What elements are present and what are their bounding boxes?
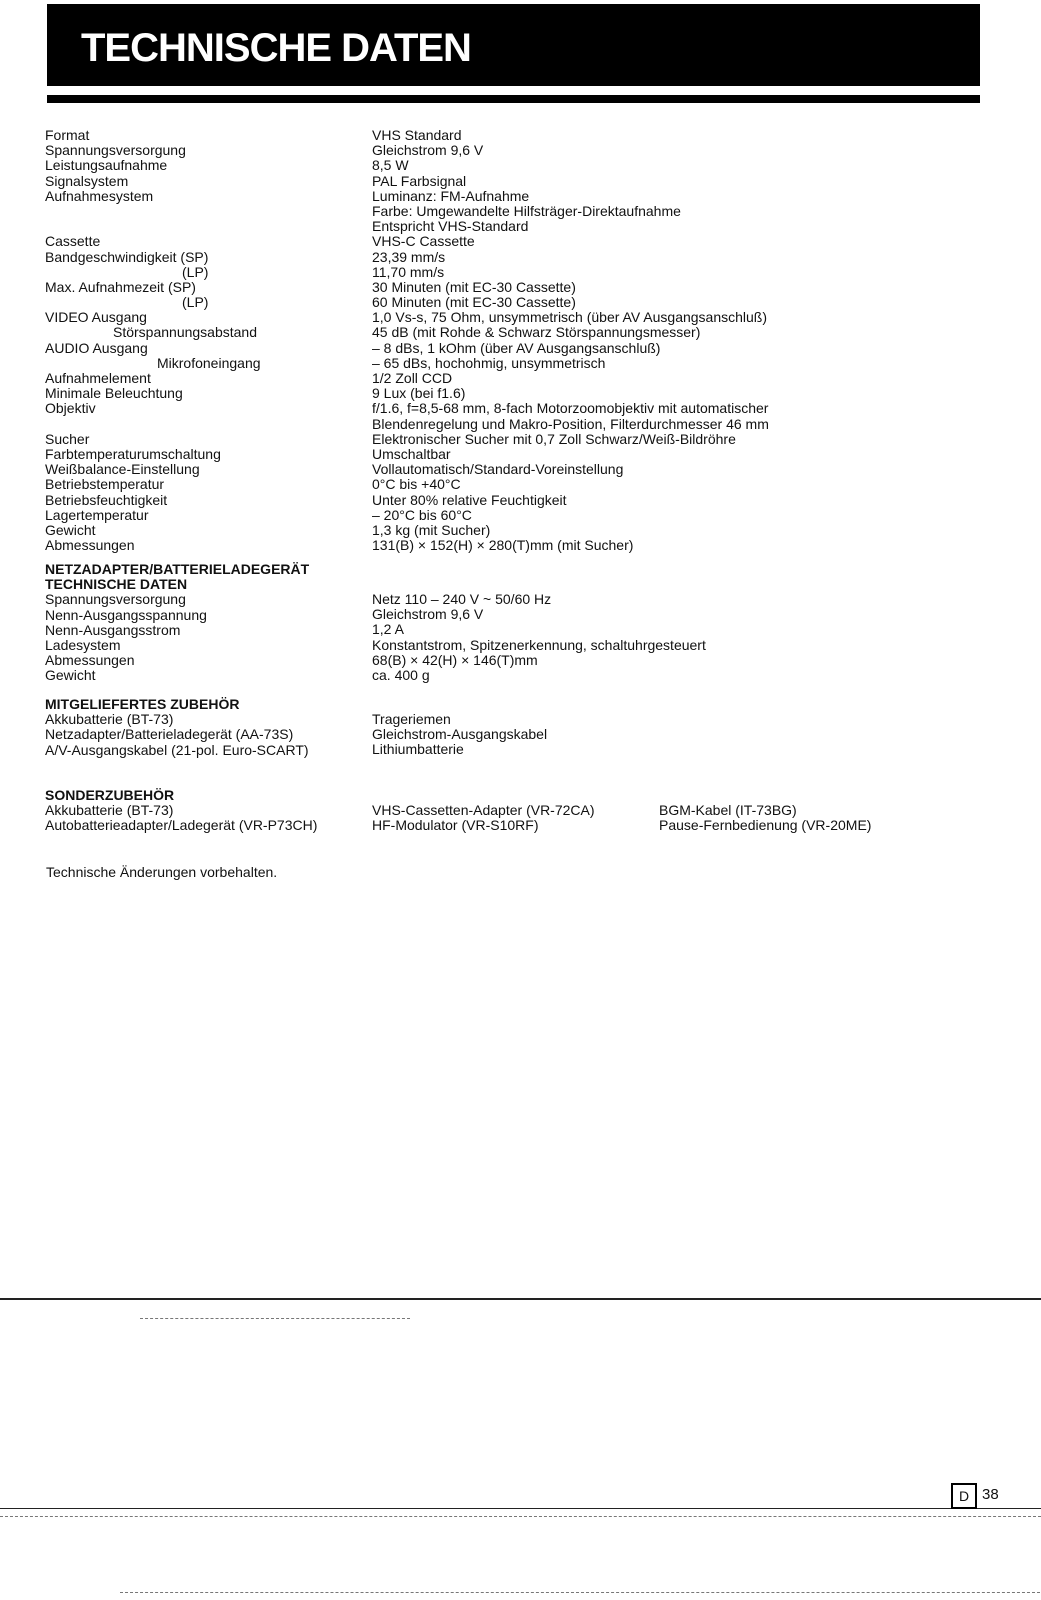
spec-value: PAL Farbsignal <box>372 172 467 189</box>
spec-label: Aufnahmelement <box>45 370 151 386</box>
footnote: Technische Änderungen vorbehalten. <box>46 864 278 880</box>
spec-label: Objektiv <box>45 400 96 417</box>
spec-label: Betriebstemperatur <box>45 476 165 493</box>
spec-label: Spannungsversorgung <box>45 142 186 159</box>
optional-col1 <box>45 788 365 834</box>
spec-label <box>45 417 365 432</box>
spec-label: Weißbalance-Einstellung <box>45 461 200 478</box>
spec-labels <box>45 128 365 553</box>
adapter-labels <box>45 562 365 684</box>
spec-value: Blendenregelung und Makro-Position, Filterdurchmesser 46 mm <box>372 415 769 432</box>
spec-value: – 8 dBs, 1 kOhm (über AV Ausgangsanschluß) <box>372 339 661 356</box>
adapter-value: Konstantstrom, Spitzenerkennung, schaltuhrgesteuert <box>372 636 706 653</box>
language-badge: D <box>951 1483 977 1509</box>
spec-value: 1/2 Zoll CCD <box>372 370 453 386</box>
adapter-value: ca. 400 g <box>372 666 430 683</box>
spec-value: Entspricht VHS-Standard <box>372 218 529 235</box>
spec-label: Störspannungsabstand <box>113 324 257 341</box>
header-rule <box>47 95 980 103</box>
spec-value: Unter 80% relative Feuchtigkeit <box>372 491 567 508</box>
optional-col3 <box>659 803 939 833</box>
spec-value: Vollautomatisch/Standard-Voreinstellung <box>372 461 624 478</box>
adapter-label: Nenn-Ausgangsstrom <box>45 621 181 638</box>
spec-value: VHS Standard <box>372 127 462 143</box>
spec-label: VIDEO Ausgang <box>45 309 147 326</box>
spec-value: 30 Minuten (mit EC-30 Cassette) <box>372 278 576 295</box>
spec-label: Farbtemperaturumschaltung <box>45 445 221 462</box>
scan-dots <box>120 1592 1040 1594</box>
adapter-values <box>372 592 972 683</box>
optional-item: HF-Modulator (VR-S10RF) <box>372 817 539 834</box>
spec-value: 1,3 kg (mit Sucher) <box>372 521 491 538</box>
spec-label: Abmessungen <box>45 537 135 554</box>
adapter-value: Gleichstrom 9,6 V <box>372 606 484 623</box>
spec-value: Umschaltbar <box>372 445 451 462</box>
spec-value: f/1.6, f=8,5-68 mm, 8-fach Motorzoomobjektiv mit automatischer <box>372 400 769 417</box>
accessory-item: Akkubatterie (BT-73) <box>45 711 174 728</box>
spec-label: Aufnahmesystem <box>45 187 154 204</box>
spec-value: 8,5 W <box>372 157 409 174</box>
spec-label: Gewicht <box>45 521 96 538</box>
adapter-heading: NETZADAPTER/BATTERIELADEGERÄT <box>45 561 310 577</box>
spec-value: – 20°C bis 60°C <box>372 506 472 523</box>
title-bar <box>47 4 980 86</box>
spec-label: (LP) <box>182 294 209 311</box>
adapter-value: 1,2 A <box>372 621 404 638</box>
spec-label: Minimale Beleuchtung <box>45 385 183 402</box>
spec-label: AUDIO Ausgang <box>45 339 148 356</box>
scan-dots <box>140 1318 410 1320</box>
spec-value: 0°C bis +40°C <box>372 476 461 493</box>
spec-label: Lagertemperatur <box>45 506 149 523</box>
adapter-label: Abmessungen <box>45 652 135 669</box>
spec-value: Gleichstrom 9,6 V <box>372 142 484 159</box>
optional-item: BGM-Kabel (IT-73BG) <box>659 802 797 818</box>
footer-rule <box>0 1508 1041 1509</box>
spec-label: Mikrofoneingang <box>157 354 261 371</box>
scan-dots <box>0 1516 1041 1518</box>
optional-item: Autobatterieadapter/Ladegerät (VR-P73CH) <box>45 817 318 834</box>
spec-label: Leistungsaufnahme <box>45 157 168 174</box>
adapter-value: 68(B) × 42(H) × 146(T)mm <box>372 651 538 668</box>
page-number: 38 <box>982 1486 999 1503</box>
spec-value: 11,70 mm/s <box>372 263 445 280</box>
spec-value: Elektronischer Sucher mit 0,7 Zoll Schwarz/Weiß-Bildröhre <box>372 430 736 447</box>
bottom-rule <box>0 1298 1041 1300</box>
spec-value: 23,39 mm/s <box>372 248 446 265</box>
spec-label: Bandgeschwindigkeit (SP) <box>45 248 209 265</box>
accessory-item: Trageriemen <box>372 711 451 727</box>
adapter-label: Spannungsversorgung <box>45 591 186 608</box>
spec-value: Farbe: Umgewandelte Hilfsträger-Direktaufnahme <box>372 202 681 219</box>
adapter-label: Gewicht <box>45 667 96 684</box>
spec-label: Cassette <box>45 233 101 250</box>
spec-value: 9 Lux (bei f1.6) <box>372 385 466 402</box>
optional-col2 <box>372 803 652 833</box>
spec-value: 1,0 Vs-s, 75 Ohm, unsymmetrisch (über AV Ausgangsanschluß) <box>372 309 768 326</box>
spec-label: (LP) <box>182 263 209 280</box>
spec-label: Format <box>45 127 90 143</box>
spec-value: 131(B) × 152(H) × 280(T)mm (mit Sucher) <box>372 537 634 554</box>
accessory-item: Gleichstrom-Ausgangskabel <box>372 726 548 743</box>
accessories-heading: MITGELIEFERTES ZUBEHÖR <box>45 696 240 712</box>
adapter-value: Netz 110 – 240 V ~ 50/60 Hz <box>372 591 552 607</box>
spec-value: 60 Minuten (mit EC-30 Cassette) <box>372 294 576 311</box>
spec-value: – 65 dBs, hochohmig, unsymmetrisch <box>372 354 606 371</box>
adapter-label: Ladesystem <box>45 636 121 653</box>
spec-label: Betriebsfeuchtigkeit <box>45 491 168 508</box>
optional-heading: SONDERZUBEHÖR <box>45 787 175 803</box>
spec-values <box>372 128 1012 553</box>
optional-item: Pause-Fernbedienung (VR-20ME) <box>659 817 872 834</box>
adapter-label: Nenn-Ausgangsspannung <box>45 606 207 623</box>
page-title: TECHNISCHE DATEN <box>81 26 471 70</box>
accessory-item: Lithiumbatterie <box>372 741 464 758</box>
optional-item: VHS-Cassetten-Adapter (VR-72CA) <box>372 802 595 818</box>
adapter-subheading: TECHNISCHE DATEN <box>45 576 188 593</box>
spec-label: Sucher <box>45 430 90 447</box>
accessories-left <box>45 697 365 758</box>
spec-label: Max. Aufnahmezeit (SP) <box>45 278 196 295</box>
accessory-item: A/V-Ausgangskabel (21-pol. Euro-SCART) <box>45 741 309 758</box>
spec-value: VHS-C Cassette <box>372 233 475 250</box>
spec-value: 45 dB (mit Rohde & Schwarz Störspannungsmesser) <box>372 324 701 341</box>
spec-label <box>45 204 365 219</box>
spec-label: Signalsystem <box>45 172 129 189</box>
spec-value: Luminanz: FM-Aufnahme <box>372 187 530 204</box>
accessory-item: Netzadapter/Batterieladegerät (AA-73S) <box>45 726 294 743</box>
optional-item: Akkubatterie (BT-73) <box>45 802 174 819</box>
accessories-right <box>372 712 692 758</box>
spec-label <box>45 219 365 234</box>
